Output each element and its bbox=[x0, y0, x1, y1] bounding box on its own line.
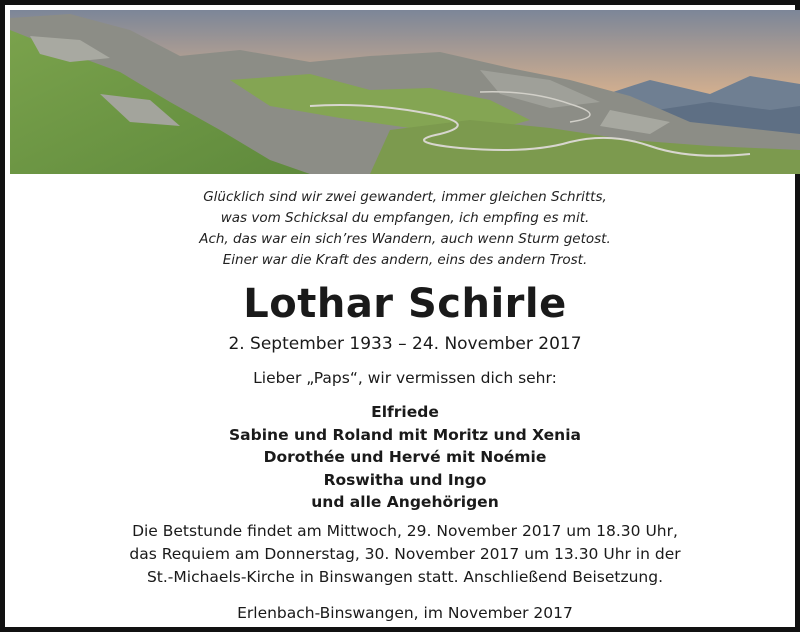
farewell-message: Lieber „Paps“, wir vermissen dich sehr: bbox=[253, 369, 557, 387]
poem-line: was vom Schicksal du empfangen, ich empfing es mit. bbox=[220, 210, 590, 226]
service-line: St.-Michaels-Kirche in Binswangen statt. Anschließend Beisetzung. bbox=[146, 567, 664, 586]
place-and-date: Erlenbach-Binswangen, im November 2017 bbox=[237, 603, 573, 622]
mourner-entry: Dorothée und Hervé mit Noémie bbox=[263, 448, 547, 466]
poem bbox=[10, 187, 800, 271]
service-line: Die Betstunde findet am Mittwoch, 29. November 2017 um 18.30 Uhr, bbox=[132, 521, 678, 540]
poem-line: Ach, das war ein sich’res Wandern, auch wenn Sturm getost. bbox=[199, 231, 611, 247]
poem-line: Einer war die Kraft des andern, eins des andern Trost. bbox=[222, 252, 588, 268]
service-line: das Requiem am Donnerstag, 30. November 2017 um 13.30 Uhr in der bbox=[129, 544, 681, 563]
mourner-entry: und alle Angehörigen bbox=[311, 493, 499, 511]
mourner-entry: Sabine und Roland mit Moritz und Xenia bbox=[229, 425, 581, 444]
mourners-list bbox=[10, 401, 800, 514]
notice-content bbox=[10, 187, 800, 624]
mourner-entry: Elfriede bbox=[371, 403, 439, 421]
service-information bbox=[10, 520, 800, 589]
poem-line: Glücklich sind wir zwei gewandert, immer gleichen Schritts, bbox=[203, 189, 607, 205]
mourner-entry: Roswitha und Ingo bbox=[323, 470, 487, 489]
life-dates: 2. September 1933 – 24. November 2017 bbox=[228, 334, 582, 354]
deceased-name: Lothar Schirle bbox=[243, 281, 567, 327]
mountain-landscape-photo bbox=[10, 10, 800, 174]
